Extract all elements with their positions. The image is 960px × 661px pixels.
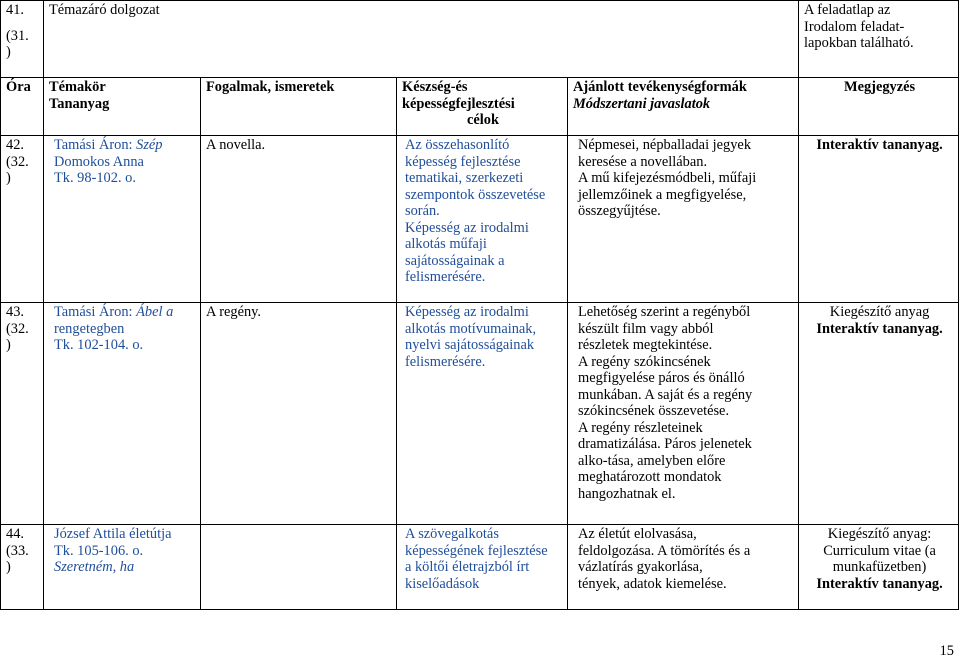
cell-topic-42 bbox=[44, 136, 201, 303]
test-note-line-1: A feladatlap az bbox=[804, 2, 891, 18]
test-note-line-3: lapokban található. bbox=[804, 35, 914, 51]
header-keszseg-line-2: képességfejlesztési bbox=[402, 95, 515, 112]
activity-line: meghatározott mondatok bbox=[578, 469, 722, 485]
cell-skills-42 bbox=[397, 136, 568, 303]
activity-line: részletek megtekintése. bbox=[578, 337, 713, 353]
header-fogalmak bbox=[201, 78, 397, 136]
lesson-hour: (31. bbox=[6, 27, 29, 44]
activity-line: tények, adatok kiemelése. bbox=[578, 575, 727, 592]
activity-line: készült film vagy abból bbox=[578, 320, 714, 337]
note-interactive: Interaktív tananyag. bbox=[816, 575, 943, 592]
topic-author: József Attila életútja bbox=[54, 526, 172, 542]
topic-title-cont: rengetegben bbox=[54, 320, 125, 337]
activity-line: A mű kifejezésmódbeli, műfaji bbox=[578, 170, 757, 186]
skill-line: sajátosságainak a bbox=[405, 252, 505, 269]
activity-line: keresése a novellában. bbox=[578, 153, 708, 170]
concept-text: A regény. bbox=[206, 304, 262, 320]
cell-topic-44 bbox=[44, 525, 201, 610]
header-modszertani-label: Módszertani javaslatok bbox=[573, 95, 711, 112]
cell-activities-44 bbox=[568, 525, 799, 610]
activity-line: A regény szókincsének bbox=[578, 353, 711, 370]
header-ajanlott-label: Ajánlott tevékenységformák bbox=[573, 79, 747, 95]
cell-topic-43 bbox=[44, 303, 201, 525]
activity-line: megfigyelése páros és önálló bbox=[578, 370, 745, 386]
row-topic-test bbox=[1, 1, 959, 78]
activity-line: munkában. A saját és a regény bbox=[578, 386, 753, 403]
header-keszseg-line-3: célok bbox=[467, 112, 499, 128]
skill-line: felismerésére. bbox=[405, 269, 486, 285]
topic-pages: Tk. 102-104. o. bbox=[54, 337, 144, 353]
concept-text: A novella. bbox=[206, 137, 266, 153]
lesson-hour-close: ) bbox=[6, 44, 11, 60]
topic-title-cont: Domokos Anna bbox=[54, 153, 144, 170]
cell-concepts-43 bbox=[201, 303, 397, 525]
lesson-number: 41. bbox=[6, 2, 24, 18]
activity-line: Népmesei, népballadai jegyek bbox=[578, 137, 752, 153]
activity-line: szókincsének összevetése. bbox=[578, 403, 730, 419]
activity-line: összegyűjtése. bbox=[578, 203, 661, 219]
activity-line: Lehetőség szerint a regényből bbox=[578, 304, 751, 320]
header-temakor bbox=[44, 78, 201, 136]
header-megjegyzes-label: Megjegyzés bbox=[843, 79, 916, 95]
topic-title: Ábel a bbox=[136, 304, 174, 320]
lesson-hour: (32. bbox=[6, 153, 29, 170]
page-number: 15 bbox=[939, 643, 954, 659]
test-title: Témazáró dolgozat bbox=[49, 2, 160, 18]
lesson-hour: (32. bbox=[6, 320, 29, 337]
header-ora bbox=[1, 78, 44, 136]
lesson-row bbox=[1, 303, 959, 525]
header-tananyag-label: Tananyag bbox=[49, 95, 110, 112]
header-temakor-label: Témakör bbox=[49, 79, 106, 95]
header-fogalmak-label: Fogalmak, ismeretek bbox=[206, 79, 335, 95]
test-note-line-2: Irodalom feladat- bbox=[804, 18, 905, 35]
skill-line: Képesség az irodalmi bbox=[405, 219, 529, 236]
skill-line: képességének fejlesztése bbox=[405, 542, 548, 559]
topic-pages: Tk. 98-102. o. bbox=[54, 170, 136, 186]
skill-line: során. bbox=[405, 203, 440, 219]
skill-line: felismerésére. bbox=[405, 353, 486, 370]
cell-num-43 bbox=[1, 303, 44, 525]
header-megjegyzes bbox=[799, 78, 959, 136]
lesson-row bbox=[1, 525, 959, 610]
activity-line: alko-tása, amelyben előre bbox=[578, 452, 726, 469]
skill-line: nyelvi sajátosságainak bbox=[405, 337, 535, 353]
lesson-number: 43. bbox=[6, 304, 24, 320]
activity-line: jellemzőinek a megfigyelése, bbox=[578, 186, 747, 203]
activity-line: Az életút elolvasása, bbox=[578, 526, 697, 542]
cell-test-title bbox=[44, 1, 799, 78]
skill-line: képesség fejlesztése bbox=[405, 153, 521, 170]
cell-num-42 bbox=[1, 136, 44, 303]
cell-concepts-44 bbox=[201, 525, 397, 610]
note-supplementary-cont: munkafüzetben) bbox=[832, 559, 927, 575]
activity-line: hangozhatnak el. bbox=[578, 485, 676, 502]
skill-line: Az összehasonlító bbox=[405, 137, 510, 153]
skill-line: A szövegalkotás bbox=[405, 526, 499, 542]
lesson-number: 44. bbox=[6, 526, 24, 542]
lesson-number: 42. bbox=[6, 137, 24, 153]
note-interactive: Interaktív tananyag. bbox=[816, 320, 943, 337]
header-ora-label: Óra bbox=[6, 79, 31, 95]
header-keszseg-line-1: Készség-és bbox=[402, 79, 468, 95]
cell-notes-43 bbox=[799, 303, 959, 525]
topic-author: Tamási Áron: bbox=[54, 304, 137, 320]
skill-line: tematikai, szerkezeti bbox=[405, 170, 524, 186]
note-interactive: Interaktív tananyag. bbox=[816, 137, 943, 153]
cell-test-note bbox=[799, 1, 959, 78]
skill-line: kiselőadások bbox=[405, 575, 480, 592]
skill-line: alkotás motívumainak, bbox=[405, 320, 537, 337]
skill-line: a költői életrajzból írt bbox=[405, 559, 530, 575]
header-keszseg bbox=[397, 78, 568, 136]
note-supplementary-cont: Curriculum vitae (a bbox=[823, 542, 936, 559]
cell-num-44 bbox=[1, 525, 44, 610]
topic-poem: Szeretném, ha bbox=[54, 559, 135, 575]
header-row bbox=[1, 78, 959, 136]
activity-line: dramatizálása. Páros jelenetek bbox=[578, 436, 752, 452]
cell-notes-42 bbox=[799, 136, 959, 303]
skill-line: Képesség az irodalmi bbox=[405, 304, 529, 320]
cell-num-41 bbox=[1, 1, 44, 78]
lesson-hour-close: ) bbox=[6, 337, 11, 353]
cell-skills-43 bbox=[397, 303, 568, 525]
skill-line: szempontok összevetése bbox=[405, 186, 546, 203]
cell-activities-42 bbox=[568, 136, 799, 303]
topic-pages: Tk. 105-106. o. bbox=[54, 542, 144, 559]
lesson-hour: (33. bbox=[6, 542, 29, 559]
skill-line: alkotás műfaji bbox=[405, 236, 487, 252]
note-supplementary: Kiegészítő anyag bbox=[829, 304, 930, 320]
activity-line: vázlatírás gyakorlása, bbox=[578, 559, 703, 575]
cell-skills-44 bbox=[397, 525, 568, 610]
cell-notes-44 bbox=[799, 525, 959, 610]
lesson-hour-close: ) bbox=[6, 559, 11, 575]
lesson-row bbox=[1, 136, 959, 303]
cell-concepts-42 bbox=[201, 136, 397, 303]
header-ajanlott bbox=[568, 78, 799, 136]
topic-author: Tamási Áron: bbox=[54, 137, 137, 153]
lesson-hour-close: ) bbox=[6, 170, 11, 186]
topic-title: Szép bbox=[136, 137, 163, 153]
activity-line: feldolgozása. A tömörítés és a bbox=[578, 542, 751, 559]
activity-line: A regény részleteinek bbox=[578, 419, 703, 436]
cell-activities-43 bbox=[568, 303, 799, 525]
note-supplementary: Kiegészítő anyag: bbox=[827, 526, 932, 542]
